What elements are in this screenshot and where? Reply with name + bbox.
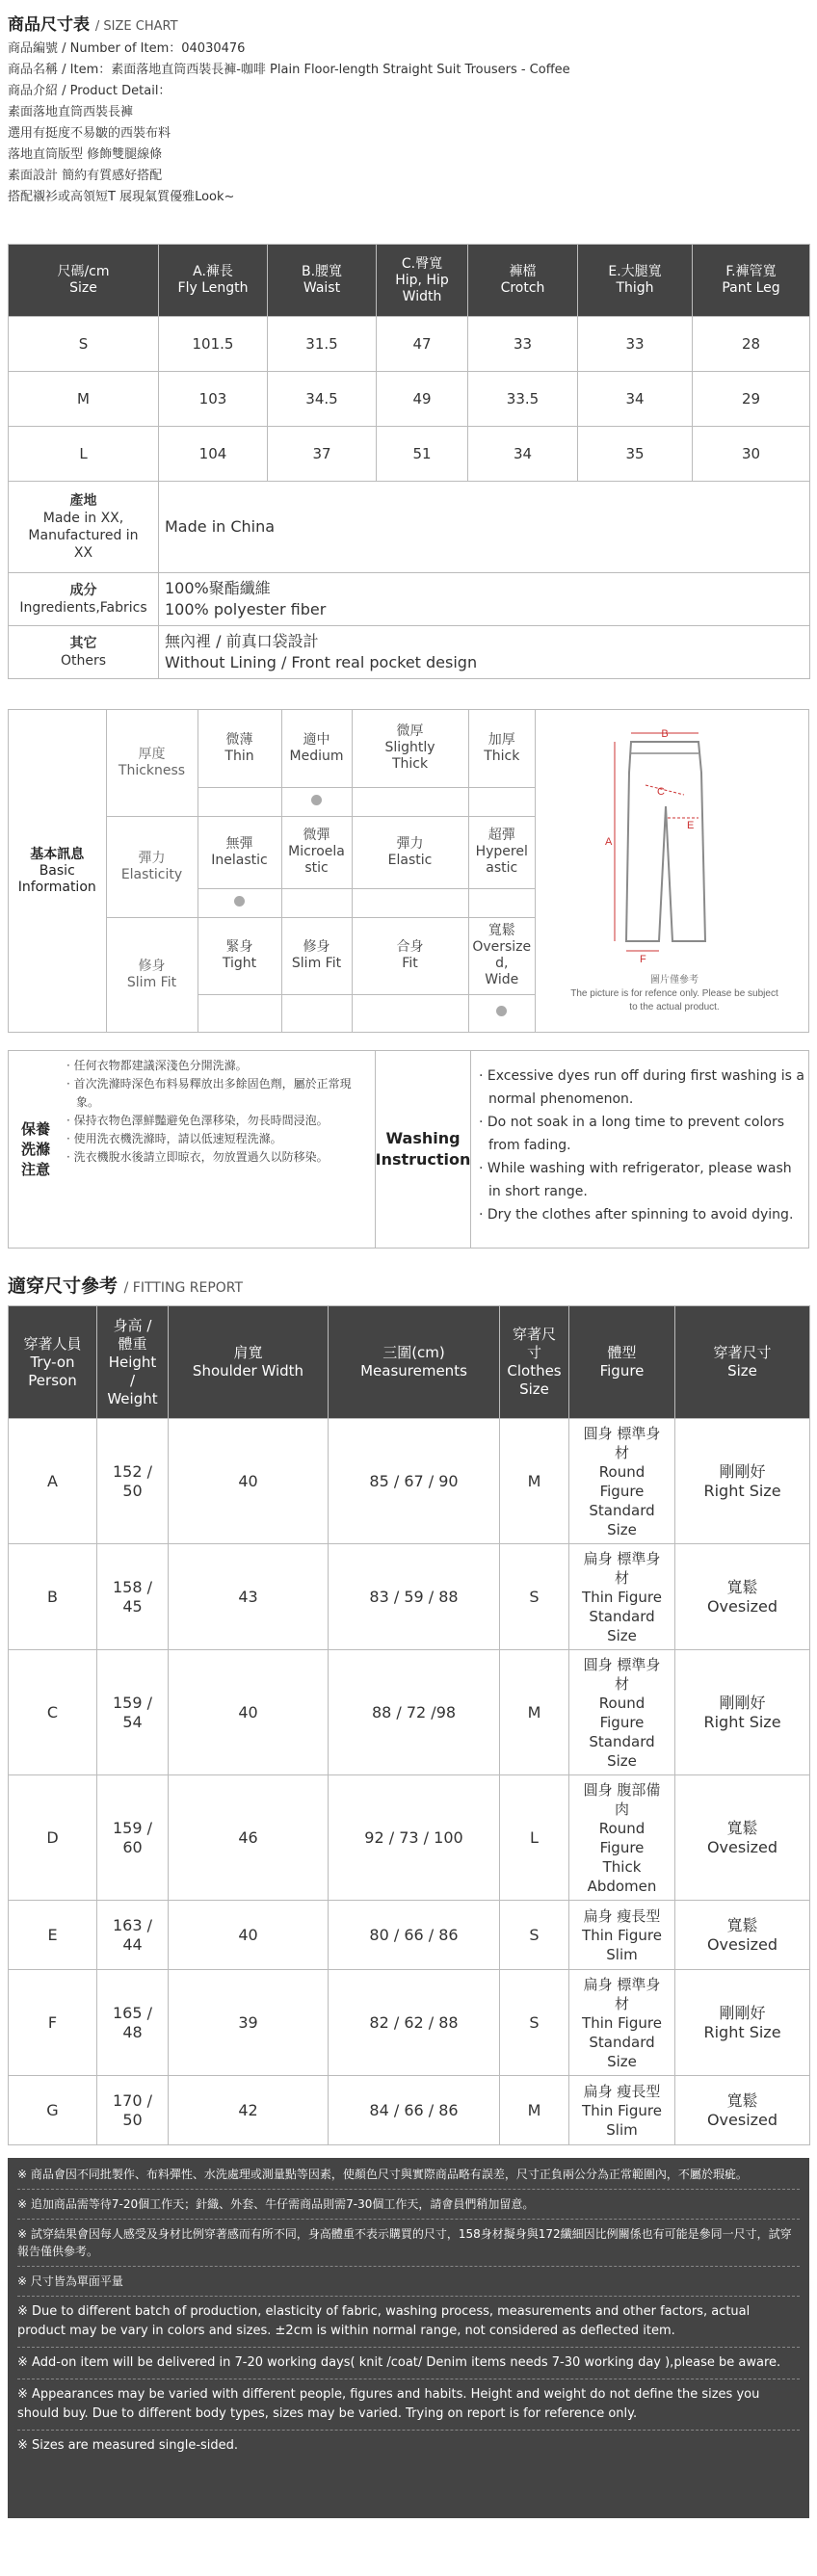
- size-table-header: [9, 245, 810, 317]
- measure-c-line: [646, 785, 684, 795]
- height-weight-cell: 158 / 45: [97, 1544, 169, 1650]
- note-zh: ※ 追加商品需等待7-20個工作天；針織、外套、牛仔需商品則需7-30個工作天，請會員們稍加留意。: [17, 2197, 535, 2211]
- washing-en-item: · Do not soak in a long time to prevent colors from fading.: [479, 1115, 784, 1153]
- dot-cell: [281, 888, 352, 917]
- measure-a-label: A: [605, 836, 613, 848]
- shoulder-cell: 42: [169, 2076, 329, 2145]
- note-divider: [17, 2189, 800, 2190]
- washing-zh-item: · 任何衣物都建議深淺色分開洗滌。: [66, 1059, 248, 1072]
- size-cell: 47: [377, 317, 468, 372]
- origin-label: 產地 Made in XX, Manufactured in XX: [9, 482, 159, 573]
- washing-en-list: [477, 1065, 804, 1226]
- measurements-cell: 83 / 59 / 88: [329, 1544, 500, 1650]
- dot-cell: [281, 787, 352, 816]
- fit-cell: 剛剛好 Right Size: [675, 1970, 810, 2076]
- fitting-row-g: [9, 2076, 810, 2145]
- size-cell: L: [500, 1775, 569, 1901]
- option-fit: 合身 Fit: [352, 917, 468, 994]
- fitting-row-e: [9, 1901, 810, 1970]
- size-cell: 101.5: [159, 317, 268, 372]
- dot-cell: [352, 787, 468, 816]
- option-microelastic: 微彈 Microelastic: [281, 816, 352, 888]
- fitting-row-c: [9, 1650, 810, 1775]
- figure-cell: 圓身 標準身 材 Round Figure Standard Size: [569, 1650, 675, 1775]
- measurements-cell: 88 / 72 /98: [329, 1650, 500, 1775]
- note-divider: [17, 2266, 800, 2267]
- size-cell: 30: [693, 427, 810, 482]
- item-name: 商品名稱 / Item：素面落地直筒西裝長褲-咖啡 Plain Floor-length Straight Suit Trousers - Coffee: [8, 63, 570, 77]
- header-height-weight: 身高 / 體重 Height / Weight: [97, 1306, 169, 1419]
- header-crotch: 褲檔 Crotch: [468, 245, 578, 317]
- product-detail-line: 素面落地直筒西裝長褲: [8, 105, 134, 119]
- header-measurements: 三圍(cm) Measurements: [329, 1306, 500, 1419]
- person-cell: E: [9, 1901, 97, 1970]
- size-cell: 103: [159, 372, 268, 427]
- note-divider: [17, 2430, 800, 2431]
- person-cell: A: [9, 1419, 97, 1544]
- product-detail-line: 落地直筒版型 修飾雙腿線條: [8, 147, 163, 162]
- item-number: 商品編號 / Number of Item：04030476: [8, 41, 246, 56]
- dot-cell: [468, 787, 536, 816]
- measurements-cell: 84 / 66 / 86: [329, 2076, 500, 2145]
- option-slightly-thick: 微厚 Slightly Thick: [352, 710, 468, 787]
- basic-info-table: [9, 710, 536, 1032]
- figure-cell: 扁身 瘦長型 Thin Figure Slim: [569, 2076, 675, 2145]
- origin-value: Made in China: [159, 482, 810, 573]
- size-table: [8, 244, 810, 679]
- diagram-caption: to the actual product.: [629, 1002, 720, 1012]
- size-cell: M: [9, 372, 159, 427]
- size-cell: M: [500, 1419, 569, 1544]
- size-cell: S: [500, 1544, 569, 1650]
- dot-cell: [352, 994, 468, 1032]
- slim-fit-label: 修身 Slim Fit: [106, 917, 198, 1032]
- person-cell: G: [9, 2076, 97, 2145]
- option-hyperelastic: 超彈 Hyperelastic: [468, 816, 536, 888]
- diagram-caption: The picture is for refence only. Please be subject: [570, 988, 778, 999]
- size-cell: 34.5: [268, 372, 377, 427]
- header-person: 穿著人員 Try-on Person: [9, 1306, 97, 1419]
- person-cell: B: [9, 1544, 97, 1650]
- note-divider: [17, 2296, 800, 2297]
- size-row-s: [9, 317, 810, 372]
- option-inelastic: 無彈 Inelastic: [198, 816, 281, 888]
- note-en: ※ Add-on item will be delivered in 7-20 working days( knit /coat/ Denim items needs 7-30 working day ),please be aware.: [17, 2355, 781, 2370]
- shoulder-cell: 43: [169, 1544, 329, 1650]
- dot-cell: [468, 888, 536, 917]
- measure-b-label: B: [661, 728, 669, 740]
- header-fly-length: A.褲長 Fly Length: [159, 245, 268, 317]
- header-figure: 體型 Figure: [569, 1306, 675, 1419]
- figure-cell: 圓身 腹部備 肉 Round Figure Thick Abdomen: [569, 1775, 675, 1901]
- basic-info-label: 基本訊息 Basic Information: [9, 710, 106, 1032]
- size-row-l: [9, 427, 810, 482]
- washing-instruction-label: Washing Instruction: [375, 1051, 471, 1248]
- option-elastic: 彈力 Elastic: [352, 816, 468, 888]
- shoulder-cell: 39: [169, 1970, 329, 2076]
- shoulder-cell: 46: [169, 1775, 329, 1901]
- header-clothes-size: 穿著尺 寸 Clothes Size: [500, 1306, 569, 1419]
- size-cell: 33: [578, 317, 693, 372]
- measurements-cell: 92 / 73 / 100: [329, 1775, 500, 1901]
- size-cell: 31.5: [268, 317, 377, 372]
- info-row-origin: [9, 482, 810, 573]
- height-weight-cell: 170 / 50: [97, 2076, 169, 2145]
- measure-c-label: C: [657, 786, 665, 798]
- size-cell: M: [500, 2076, 569, 2145]
- shoulder-cell: 40: [169, 1419, 329, 1544]
- fit-cell: 寬鬆 Ovesized: [675, 1544, 810, 1650]
- figure-cell: 扁身 標準身 材 Thin Figure Standard Size: [569, 1544, 675, 1650]
- product-detail-line: 素面設計 簡約有質感好搭配: [8, 169, 163, 183]
- size-cell: S: [500, 1970, 569, 2076]
- header-size: 尺碼/cm Size: [9, 245, 159, 317]
- size-cell: S: [9, 317, 159, 372]
- note-zh: ※ 尺寸皆為單面平量: [17, 2274, 123, 2288]
- fitting-row-b: [9, 1544, 810, 1650]
- washing-zh-item: · 首次洗滌時深色布料易釋放出多餘固色劑，屬於正常現象。: [66, 1077, 352, 1109]
- measure-e-label: E: [687, 820, 695, 831]
- note-en: ※ Due to different batch of production, elasticity of fabric, washing process, measurements and other factors, actual product may be vary in colors and sizes. ±2cm is within normal range, not considered as deflected item.: [17, 2304, 751, 2338]
- dot-cell: [352, 888, 468, 917]
- others-label: 其它 Others: [9, 626, 159, 679]
- size-cell: 33.5: [468, 372, 578, 427]
- product-detail-line: 選用有挺度不易皺的西裝布料: [8, 126, 171, 141]
- info-row-fabric: [9, 573, 810, 626]
- fit-cell: 寬鬆 Ovesized: [675, 2076, 810, 2145]
- size-cell: 37: [268, 427, 377, 482]
- person-cell: D: [9, 1775, 97, 1901]
- page-title: 商品尺寸表 / SIZE CHART: [8, 15, 178, 35]
- diagram-caption: 圖片僅參考: [650, 975, 698, 986]
- header-shoulder: 肩寬 Shoulder Width: [169, 1306, 329, 1419]
- washing-en-item: · Dry the clothes after spinning to avoid dying.: [479, 1207, 794, 1222]
- note-divider: [17, 2219, 800, 2220]
- height-weight-cell: 159 / 60: [97, 1775, 169, 1901]
- option-thick: 加厚 Thick: [468, 710, 536, 787]
- size-cell: M: [500, 1650, 569, 1775]
- option-tight: 緊身 Tight: [198, 917, 281, 994]
- shoulder-cell: 40: [169, 1650, 329, 1775]
- pants-diagram-svg: [540, 710, 808, 1032]
- size-cell: L: [9, 427, 159, 482]
- fitting-table: [8, 1305, 810, 2145]
- header-pant-leg: F.褲管寬 Pant Leg: [693, 245, 810, 317]
- washing-zh-item: · 保持衣物色澤鮮豔避免色澤移染，勿長時間浸泡。: [66, 1114, 329, 1127]
- note-en: ※ Appearances may be varied with different people, figures and habits. Height and weight do not define the sizes you should buy. Due to different body types, sizes may be varied. Trying on report is for reference only.: [17, 2387, 760, 2421]
- height-weight-cell: 165 / 48: [97, 1970, 169, 2076]
- note-en: ※ Sizes are measured single-sided.: [17, 2438, 239, 2453]
- size-row-m: [9, 372, 810, 427]
- header-hip: C.臀寬 Hip, Hip Width: [377, 245, 468, 317]
- size-cell: S: [500, 1901, 569, 1970]
- elasticity-label: 彈力 Elasticity: [106, 816, 198, 917]
- size-chart-header: [8, 13, 809, 208]
- dot-cell: [468, 994, 536, 1032]
- washing-en-item: · Excessive dyes run off during first washing is a normal phenomenon.: [479, 1068, 805, 1107]
- selected-dot: [234, 896, 245, 907]
- washing-label: 保養 洗滌 注意: [20, 1119, 50, 1178]
- measurements-cell: 85 / 67 / 90: [329, 1419, 500, 1544]
- measure-f-label: F: [640, 954, 646, 965]
- washing-en-item: · While washing with refrigerator, please wash in short range.: [479, 1161, 792, 1199]
- fitting-row-a: [9, 1419, 810, 1544]
- info-row-others: [9, 626, 810, 679]
- shoulder-cell: 40: [169, 1901, 329, 1970]
- size-cell: 35: [578, 427, 693, 482]
- measurements-cell: 80 / 66 / 86: [329, 1901, 500, 1970]
- size-cell: 49: [377, 372, 468, 427]
- figure-cell: 扁身 標準身 材 Thin Figure Standard Size: [569, 1970, 675, 2076]
- size-cell: 51: [377, 427, 468, 482]
- fabric-value: 100%聚酯纖維 100% polyester fiber: [159, 573, 810, 626]
- note-zh: ※ 商品會因不同批製作、布料彈性、水洗處理或測量點等因素，使顏色尺寸與實際商品略有誤差，尺寸正負兩公分為正常範圍內，不屬於瑕疵。: [17, 2168, 748, 2181]
- header-thigh: E.大腿寬 Thigh: [578, 245, 693, 317]
- header-waist: B.腰寬 Waist: [268, 245, 377, 317]
- fit-cell: 寬鬆 Ovesized: [675, 1775, 810, 1901]
- height-weight-cell: 159 / 54: [97, 1650, 169, 1775]
- size-cell: 34: [468, 427, 578, 482]
- thickness-label: 厚度 Thickness: [106, 710, 198, 816]
- washing-section: [8, 1050, 809, 1249]
- selected-dot: [311, 795, 322, 805]
- dot-cell: [198, 994, 281, 1032]
- fit-cell: 剛剛好 Right Size: [675, 1650, 810, 1775]
- size-cell: 29: [693, 372, 810, 427]
- measurements-cell: 82 / 62 / 88: [329, 1970, 500, 2076]
- dot-cell: [281, 994, 352, 1032]
- notes-section: [8, 2158, 809, 2518]
- figure-cell: 扁身 瘦長型 Thin Figure Slim: [569, 1901, 675, 1970]
- option-thin: 微薄 Thin: [198, 710, 281, 787]
- dot-cell: [198, 787, 281, 816]
- height-weight-cell: 163 / 44: [97, 1901, 169, 1970]
- fitting-table-header: [9, 1306, 810, 1419]
- person-cell: F: [9, 1970, 97, 2076]
- pants-outline: [626, 742, 705, 941]
- size-cell: 33: [468, 317, 578, 372]
- washing-zh-item: · 洗衣機脫水後請立即晾衣，勿放置過久以防移染。: [66, 1150, 329, 1164]
- height-weight-cell: 152 / 50: [97, 1419, 169, 1544]
- others-value: 無內裡 / 前真口袋設計 Without Lining / Front real pocket design: [159, 626, 810, 679]
- product-detail-label: 商品介紹 / Product Detail：: [8, 84, 171, 98]
- note-divider: [17, 2347, 800, 2348]
- figure-cell: 圓身 標準身 材 Round Figure Standard Size: [569, 1419, 675, 1544]
- product-detail-line: 搭配襯衫或高領短T 展現氣質優雅Look~: [8, 190, 235, 204]
- size-cell: 34: [578, 372, 693, 427]
- fit-cell: 剛剛好 Right Size: [675, 1419, 810, 1544]
- note-zh: ※ 試穿結果會因每人感受及身材比例穿著感而有所不同，身高體重不表示購買的尺寸，158身材擬身與172纖細因比例關係也有可能是參同一尺寸，試穿報告僅供參考。: [17, 2227, 792, 2258]
- washing-zh-list: [65, 1057, 373, 1167]
- option-slim-fit: 修身 Slim Fit: [281, 917, 352, 994]
- option-medium: 適中 Medium: [281, 710, 352, 787]
- selected-dot: [496, 1006, 507, 1016]
- header-fit-size: 穿著尺寸 Size: [675, 1306, 810, 1419]
- fabric-label: 成分 Ingredients,Fabrics: [9, 573, 159, 626]
- option-oversized: 寬鬆 Oversized, Wide: [468, 917, 536, 994]
- washing-zh-item: · 使用洗衣機洗滌時，請以低速短程洗滌。: [66, 1132, 282, 1145]
- size-cell: 104: [159, 427, 268, 482]
- fitting-row-d: [9, 1775, 810, 1901]
- basic-info-section: [8, 709, 809, 1033]
- size-cell: 28: [693, 317, 810, 372]
- pants-diagram: [540, 710, 808, 1032]
- fitting-report-title: 適穿尺寸參考 / FITTING REPORT: [8, 1275, 244, 1297]
- fitting-row-f: [9, 1970, 810, 2076]
- person-cell: C: [9, 1650, 97, 1775]
- dot-cell: [198, 888, 281, 917]
- fit-cell: 寬鬆 Ovesized: [675, 1901, 810, 1970]
